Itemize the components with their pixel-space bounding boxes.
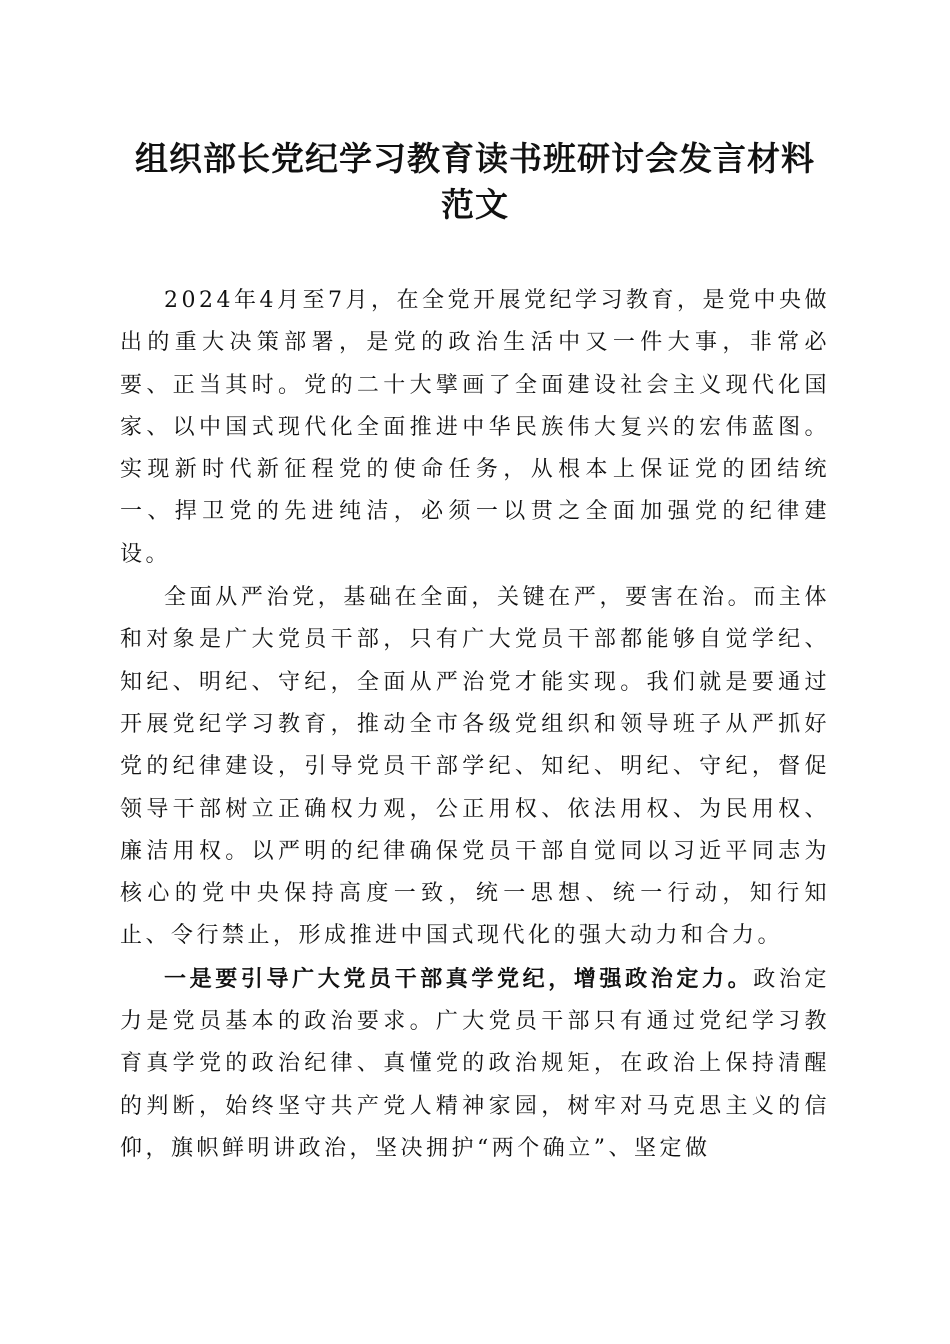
paragraph-2-text: 全面从严治党，基础在全面，关键在严，要害在治。而主体和对象是广大党员干部，只有广大党员干部都能够自觉学纪、知纪、明纪、守纪，全面从严治党才能实现。我们就是要通过开展党纪学习教育，推动全市各级党组织和领导班子从严抓好党的纪律建设，引导党员干部学纪、知纪、明纪、守纪，督促领导干部树立正确权力观，公正用权、依法用权、为民用权、廉洁用权。以严明的纪律确保党员干部自觉同以习近平同志为核心的党中央保持高度一致，统一思想、统一行动，知行知止、令行禁止，形成推进中国式现代化的强大动力和合力。 bbox=[120, 585, 830, 949]
paragraph-3-lead: 一是要引导广大党员干部真学党纪，增强政治定力。 bbox=[164, 965, 754, 992]
title-line-1: 组织部长党纪学习教育读书班研讨会发言材料 bbox=[135, 139, 815, 178]
title-line-2: 范文 bbox=[441, 185, 509, 224]
paragraph-3-text: 政治定力是党员基本的政治要求。广大党员干部只有通过党纪学习教育真学党的政治纪律、真懂党的政治规矩，在政治上保持清醒的判断，始终坚守共产党人精神家园，树牢对马克思主义的信仰，旗帜鲜明讲政治，坚决拥护“两个确立”、坚定做 bbox=[120, 966, 830, 1161]
paragraph-3 bbox=[120, 958, 830, 1170]
document-title bbox=[90, 136, 860, 228]
paragraph-2 bbox=[120, 576, 830, 958]
paragraph-1 bbox=[120, 279, 830, 576]
document-body bbox=[120, 279, 830, 1170]
paragraph-1-text: 2024年4月至7月，在全党开展党纪学习教育，是党中央做出的重大决策部署，是党的政治生活中又一件大事，非常必要、正当其时。党的二十大擘画了全面建设社会主义现代化国家、以中国式现代化全面推进中华民族伟大复兴的宏伟蓝图。实现新时代新征程党的使命任务，从根本上保证党的团结统一、捍卫党的先进纯洁，必须一以贯之全面加强党的纪律建设。 bbox=[120, 288, 830, 567]
